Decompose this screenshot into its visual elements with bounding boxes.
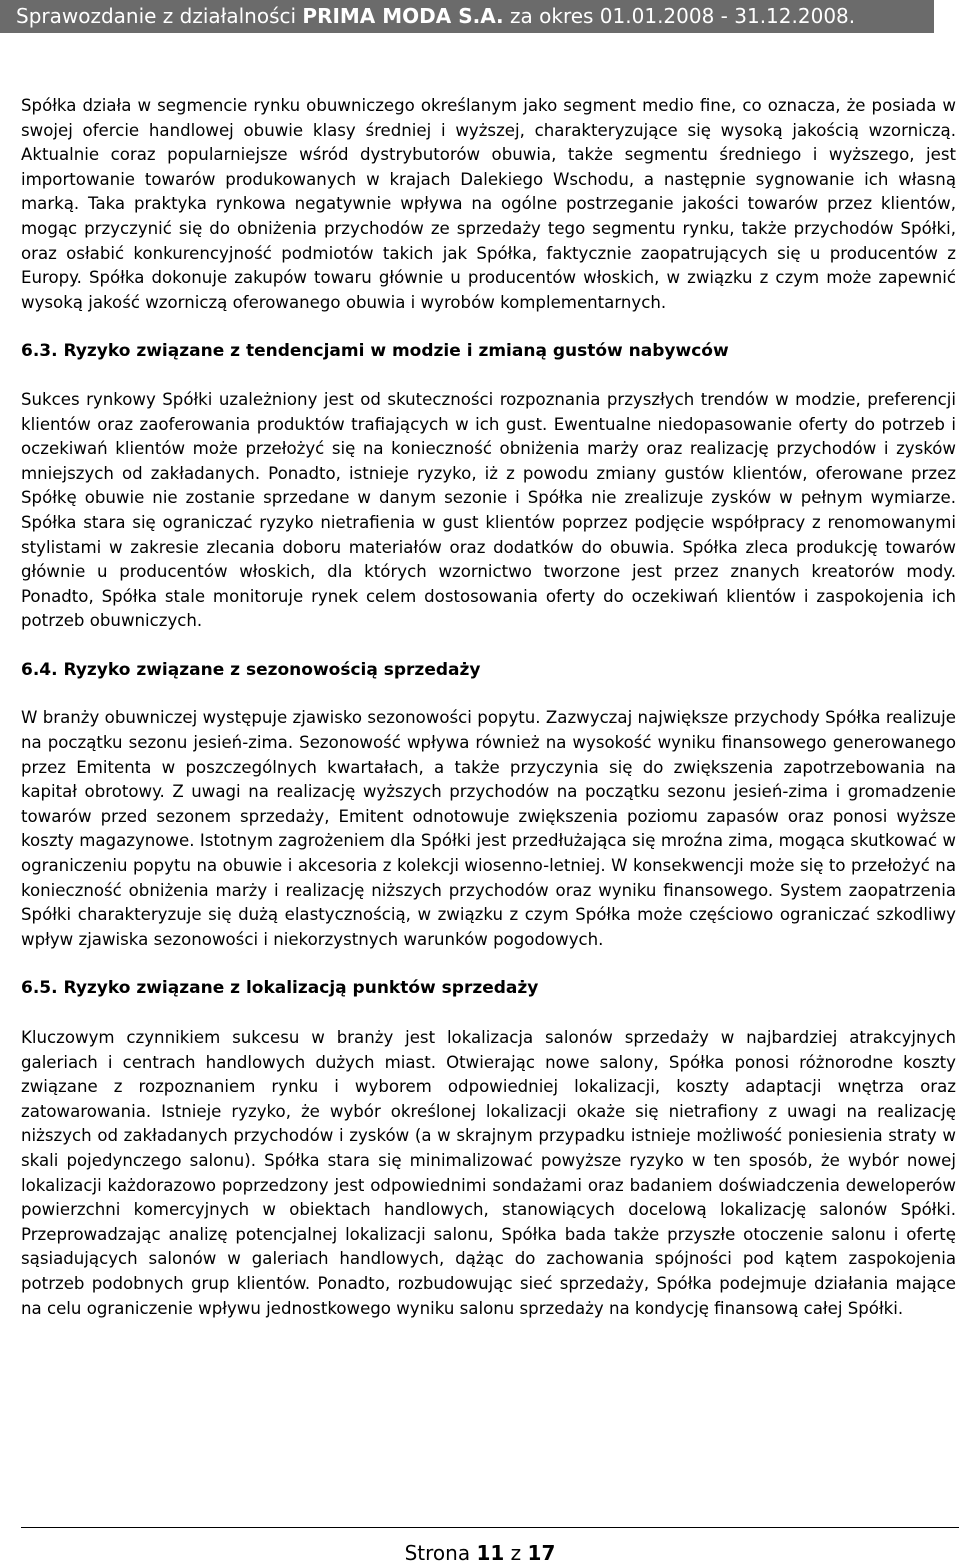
section-body-6-5: Kluczowym czynnikiem sukcesu w branży jest lokalizacja salonów sprzedaży w najbardziej atrakcyjnych galeriach i centrach handlowych dużych miast. Otwierając nowe salony, Spółka ponosi różnorodne koszty związane z rozpoznaniem rynku i wyborem odpowiedniej lokalizacji, koszty adaptacji wnętrza oraz zatowarowania. Istnieje ryzyko, że wybór określonej lokalizacji okaże się nietrafiony z uwagi na realizację niższych od zakładanych przychodów i zysków (a w skrajnym przypadku istnieje możliwość poniesienia straty w skali pojedynczego salonu). Spółka stara się minimalizować powyższe ryzyko w ten sposób, że wybór nowej lokalizacji każdorazowo poprzedzony jest odpowiednimi sondażami oraz badaniem doświadczenia deweloperów powierzchni komercyjnych w obiektach handlowych, stanowiących docelową lokalizację salonów Spółki. Przeprowadzając analizę potencjalnej lokalizacji salonu, Spółka bada także przyszłe otoczenie salonu i ofertę sąsiadujących salonów w galeriach handlowych, dążąc do zachowania spójności pod kątem zaspokojenia potrzeb podobnych grup klientów. Ponadto, rozbudowując sieć sprzedaży, Spółka podejmuje działania mające na celu ograniczenie wpływu jednostkowego wyniku salonu sprzedaży na kondycję finansową całej Spółki. — [21, 1028, 956, 1318]
footer-separator: z — [510, 1541, 522, 1565]
document-body — [21, 94, 956, 1321]
document-header — [0, 0, 934, 33]
section-heading-6-5: 6.5. Ryzyko związane z lokalizacją punktów sprzedaży — [21, 978, 539, 999]
section-heading-6-3: 6.3. Ryzyko związane z tendencjami w modzie i zmianą gustów nabywców — [21, 341, 729, 362]
header-company: PRIMA MODA S.A. — [302, 4, 504, 28]
header-suffix: za okres 01.01.2008 - 31.12.2008. — [503, 4, 856, 28]
page-footer — [0, 1541, 960, 1565]
section-body-6-3: Sukces rynkowy Spółki uzależniony jest od skuteczności rozpoznania przyszłych trendów w modzie, preferencji klientów oraz zaoferowania produktów trafiających w ich gust. Ewentualne niedopasowanie oferty do potrzeb i oczekiwań klientów może przełożyć się na konieczność obniżenia marży oraz realizację przychodów i zysków mniejszych od zakładanych. Ponadto, istnieje ryzyko, iż z powodu zmiany gustów klientów, oferowane przez Spółkę obuwie nie zostanie sprzedane w danym sezonie i Spółka nie zrealizuje zysków w pełnym wymiarze. Spółka stara się ograniczać ryzyko nietrafienia w gust klientów poprzez podjęcie współpracy z renomowanymi stylistami w zakresie zlecania doboru materiałów oraz dodatków do obuwia. Spółka zleca produkcję towarów głównie u producentów włoskich, dla których wzornictwo tworzone jest przez znanych kreatorów mody. Ponadto, Spółka stale monitoruje rynek celem dostosowania oferty do oczekiwań klientów i zaspokojenia ich potrzeb obuwniczych. — [21, 389, 956, 631]
section-body-6-4: W branży obuwniczej występuje zjawisko sezonowości popytu. Zazwyczaj największe przychody Spółka realizuje na początku sezonu jesień-zima. Sezonowość wpływa również na wysokość wyniku finansowego generowanego przez Emitenta w poszczególnych kwartałach, a także przyczynia się do zwiększenia zapotrzebowania na kapitał obrotowy. Z uwagi na realizację wyższych przychodów na początku sezonu jesień-zima i gromadzenie towarów przed sezonem sprzedaży, Emitent odnotowuje zwiększenia poziomu zapasów oraz ponosi wyższe koszty magazynowe. Istotnym zagrożeniem dla Spółki jest przedłużająca się mroźna zima, mogąca skutkować w ograniczeniu popytu na obuwie i akcesoria z kolekcji wiosenno-letniej. W konsekwencji może się to przełożyć na konieczność obniżenia marży i realizację niższych przychodów oraz wyniku finansowego. System zaopatrzenia Spółki charakteryzuje się dużą elastycznością, w związku z czym Spółka może częściowo ograniczać szkodliwy wpływ zjawiska sezonowości i niekorzystnych warunków pogodowych. — [21, 708, 956, 949]
header-prefix: Sprawozdanie z działalności — [16, 4, 303, 28]
section-heading-6-4: 6.4. Ryzyko związane z sezonowością sprzedaży — [21, 659, 481, 680]
footer-divider — [21, 1527, 959, 1528]
paragraph-intro: Spółka działa w segmencie rynku obuwniczego określanym jako segment medio fine, co oznacza, że posiada w swojej ofercie handlowej obuwie klasy średniej i wyższej, charakteryzujące się wysoką jakością wzorniczą. Aktualnie coraz popularniejsze wśród dystrybutorów obuwia, także segmentu średniego i wyższego, jest importowanie towarów produkowanych w krajach Dalekiego Wschodu, a następnie sygnowanie ich własną marką. Taka praktyka rynkowa negatywnie wpływa na ogólne postrzeganie jakości towarów przez klientów, mogąc przyczynić się do obniżenia przychodów ze sprzedaży tego segmentu rynku, także przychodów Spółki, oraz osłabić konkurencyjność podmiotów takich jak Spółka, faktycznie zaopatrujących się u producentów z Europy. Spółka dokonuje zakupów towaru głównie u producentów włoskich, w związku z czym może zapewnić wysoką jakość wzorniczą oferowanego obuwia i wyrobów komplementarnych. — [21, 96, 956, 312]
footer-page-label: Strona — [404, 1541, 471, 1565]
footer-current-page: 11 — [476, 1541, 505, 1565]
footer-total-pages: 17 — [527, 1541, 556, 1565]
